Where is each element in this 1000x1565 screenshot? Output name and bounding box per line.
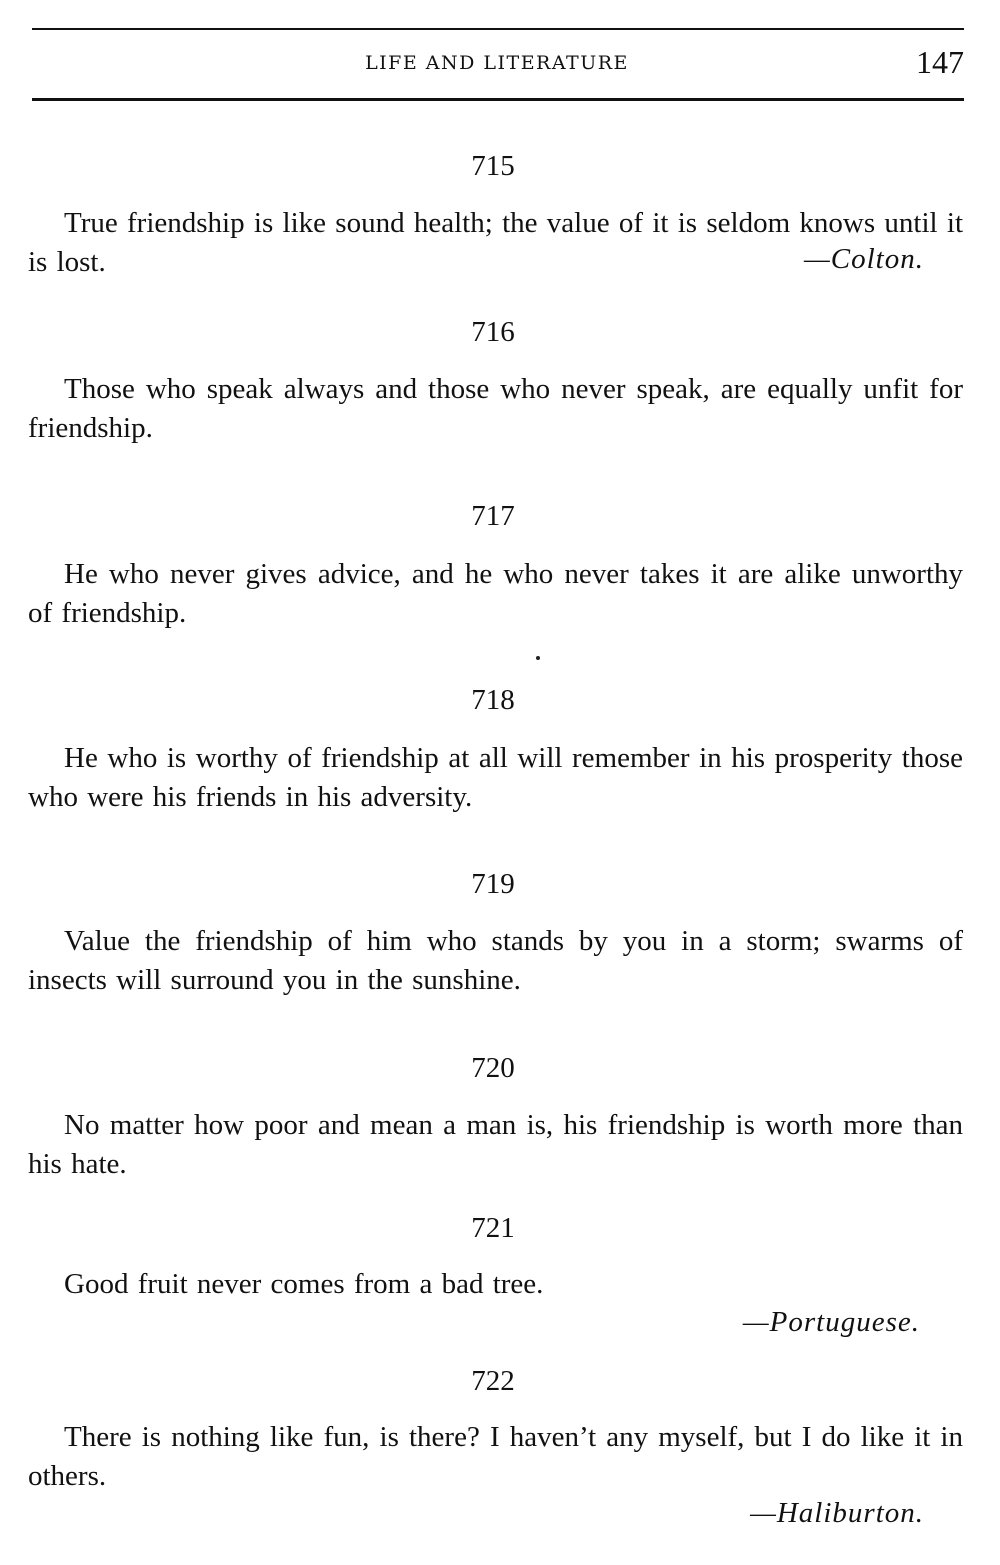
- entry-number: 721: [471, 1212, 515, 1244]
- entry-number: 718: [471, 684, 515, 716]
- entry-text: Those who speak always and those who never speak, are equally unfit for friendship.: [28, 373, 963, 444]
- entry-number: 720: [471, 1052, 515, 1084]
- header-top-rule: [32, 28, 964, 30]
- running-title: LIFE AND LITERATURE: [365, 52, 629, 74]
- entry-text: No matter how poor and mean a man is, his friendship is worth more than his hate.: [28, 1109, 963, 1180]
- entry-text: Good fruit never comes from a bad tree.: [64, 1268, 544, 1300]
- entry-number: 722: [471, 1365, 515, 1397]
- entry-text: True friendship is like sound health; the value of it is seldom knows until it is lost.: [28, 207, 963, 278]
- page-number: 147: [916, 44, 964, 80]
- entry-attribution: —Colton.: [804, 243, 924, 275]
- entry-text: Value the friendship of him who stands by you in a storm; swarms of insects will surround you in the sunshine.: [28, 925, 963, 996]
- entry-text: He who never gives advice, and he who never takes it are alike unworthy of friendship.: [28, 558, 963, 629]
- entry-text: There is nothing like fun, is there? I haven’t any myself, but I do like it in others.: [28, 1421, 963, 1492]
- entry-attribution: —Portuguese.: [742, 1306, 920, 1338]
- entry-attribution: —Haliburton.: [750, 1497, 924, 1529]
- entry-number: 715: [471, 150, 515, 182]
- entry-text: He who is worthy of friendship at all will remember in his prosperity those who were his friends in his adversity.: [28, 742, 963, 813]
- print-speck: [536, 656, 540, 660]
- entry-number: 716: [471, 316, 515, 348]
- entry-number: 719: [471, 868, 515, 900]
- header-bottom-rule: [32, 98, 964, 101]
- entry-number: 717: [471, 500, 515, 532]
